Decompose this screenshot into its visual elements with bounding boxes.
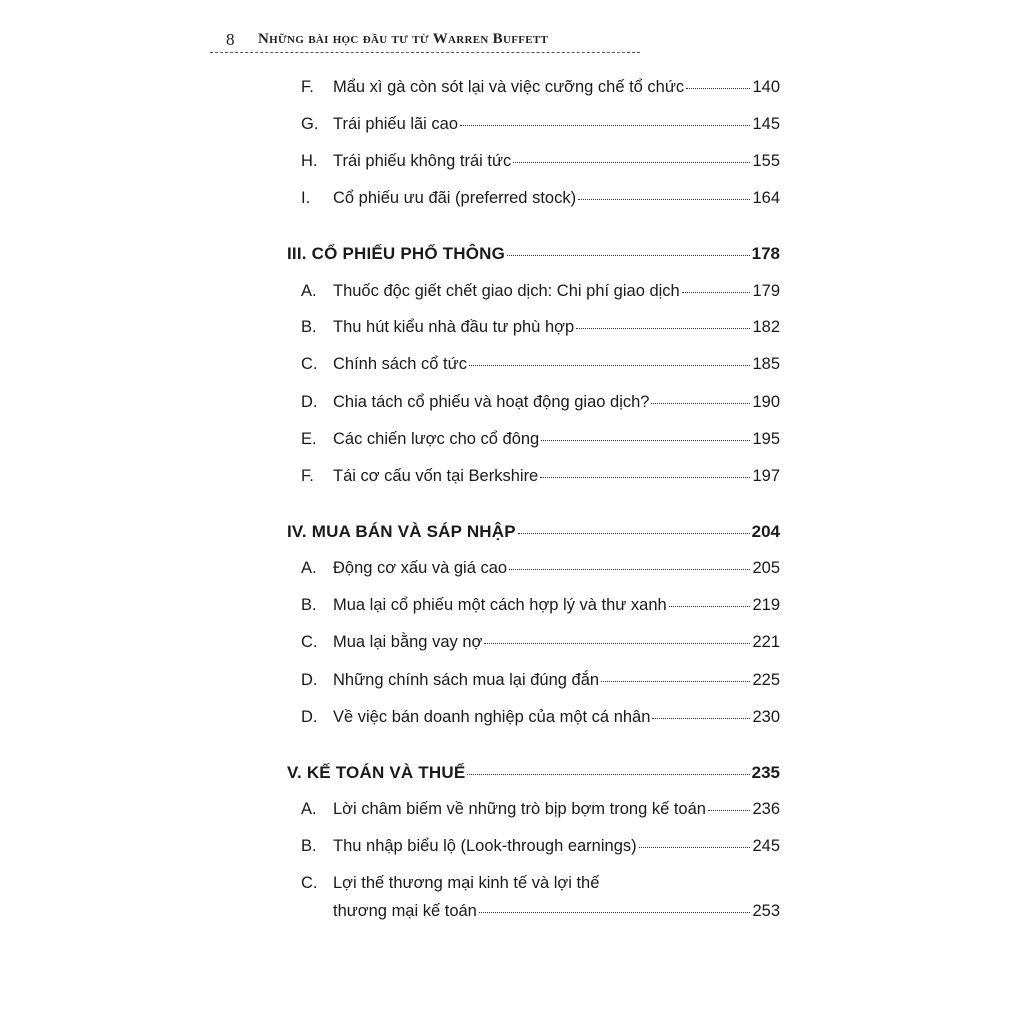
toc-entry bbox=[287, 559, 780, 587]
toc-entry-title: Lợi thế thương mại kinh tế và lợi thế bbox=[333, 874, 600, 892]
toc-entry-letter: B. bbox=[301, 837, 317, 855]
toc-entry-title: Mua lại bằng vay nợ bbox=[333, 633, 483, 651]
toc-entry-letter: C. bbox=[301, 633, 318, 651]
toc-entry-page: 197 bbox=[752, 467, 780, 485]
toc-section-heading bbox=[287, 522, 780, 550]
toc-leader-dots bbox=[639, 846, 751, 848]
toc-entry-title: Trái phiếu lãi cao bbox=[333, 115, 459, 133]
toc-entry-letter: B. bbox=[301, 318, 317, 336]
toc-entry-letter: A. bbox=[301, 559, 317, 577]
toc-entry-letter: H. bbox=[301, 152, 318, 170]
toc-entry-page: 230 bbox=[752, 708, 780, 726]
toc-leader-dots bbox=[513, 161, 750, 163]
toc-entry-page: 253 bbox=[752, 902, 780, 920]
toc-entry-letter: D. bbox=[301, 708, 318, 726]
toc-leader-dots bbox=[669, 605, 751, 607]
toc-entry bbox=[287, 355, 780, 383]
toc-leader-dots bbox=[686, 87, 750, 89]
toc-leader-dots bbox=[708, 809, 751, 811]
toc-leader-dots bbox=[518, 532, 750, 534]
toc-entry-title: Động cơ xấu và giá cao bbox=[333, 559, 508, 577]
toc-leader-dots bbox=[509, 568, 750, 570]
toc-leader-dots bbox=[578, 198, 750, 200]
toc-entry-page: 190 bbox=[752, 393, 780, 411]
toc-section-heading bbox=[287, 244, 780, 272]
toc-entry-page: 235 bbox=[751, 763, 780, 782]
toc-leader-dots bbox=[541, 439, 750, 441]
toc-entry-title: Chia tách cổ phiếu và hoạt động giao dịch? bbox=[333, 393, 650, 411]
toc-leader-dots bbox=[682, 291, 751, 293]
toc-entry-title: Các chiến lược cho cổ đông bbox=[333, 430, 540, 448]
toc-leader-dots bbox=[540, 476, 750, 478]
toc-entry-page: 245 bbox=[752, 837, 780, 855]
toc-entry-title: Tái cơ cấu vốn tại Berkshire bbox=[333, 467, 539, 485]
toc-section-title: IV. MUA BÁN VÀ SÁP NHẬP bbox=[287, 522, 516, 541]
toc-entry-page: 179 bbox=[752, 282, 780, 300]
toc-entry bbox=[287, 430, 780, 458]
toc-entry-title: thương mại kế toán bbox=[333, 902, 477, 920]
toc-entry-page: 182 bbox=[752, 318, 780, 336]
toc-entry-page: 178 bbox=[751, 244, 780, 263]
toc-leader-dots bbox=[601, 680, 750, 682]
toc-entry bbox=[287, 800, 780, 828]
toc-entry bbox=[287, 393, 780, 421]
toc-entry-continuation bbox=[333, 902, 780, 930]
book-title: Những bài học đầu tư từ Warren Buffett bbox=[258, 31, 549, 47]
toc-entry-letter: E. bbox=[301, 430, 317, 448]
toc-entry-title: Những chính sách mua lại đúng đắn bbox=[333, 671, 600, 689]
toc-entry-page: 145 bbox=[752, 115, 780, 133]
toc-entry bbox=[287, 708, 780, 736]
toc-entry-page: 221 bbox=[752, 633, 780, 651]
toc-entry-letter: D. bbox=[301, 671, 318, 689]
toc-entry-title: Thu nhập biểu lộ (Look-through earnings) bbox=[333, 837, 637, 855]
toc-entry-letter: I. bbox=[301, 189, 311, 207]
page-number: 8 bbox=[226, 30, 235, 49]
toc-entry bbox=[287, 837, 780, 865]
toc-entry bbox=[287, 874, 780, 902]
toc-entry-title: Mua lại cổ phiếu một cách hợp lý và thư xanh bbox=[333, 596, 667, 614]
toc-entry-letter: A. bbox=[301, 800, 317, 818]
toc-entry-title: Lời châm biếm về những trò bịp bợm trong kế toán bbox=[333, 800, 706, 818]
toc-entry-page: 204 bbox=[751, 522, 780, 541]
toc-entry bbox=[287, 189, 780, 217]
toc-leader-dots bbox=[651, 402, 750, 404]
toc-leader-dots bbox=[467, 773, 749, 775]
toc-entry-title: Cổ phiếu ưu đãi (preferred stock) bbox=[333, 189, 577, 207]
toc-entry bbox=[287, 671, 780, 699]
toc-entry bbox=[287, 282, 780, 310]
toc-entry-letter: C. bbox=[301, 355, 318, 373]
toc-leader-dots bbox=[576, 327, 750, 329]
toc-entry-page: 155 bbox=[752, 152, 780, 170]
toc-entry bbox=[287, 467, 780, 495]
toc-section-heading bbox=[287, 763, 780, 791]
toc-entry-title: Trái phiếu không trái tức bbox=[333, 152, 512, 170]
toc-entry bbox=[287, 78, 780, 106]
toc-leader-dots bbox=[652, 717, 750, 719]
toc-leader-dots bbox=[479, 911, 751, 913]
toc-entry-title: Mẩu xì gà còn sót lại và việc cưỡng chế tổ chức bbox=[333, 78, 685, 96]
toc-entry bbox=[287, 596, 780, 624]
toc-entry-title: Thuốc độc giết chết giao dịch: Chi phí giao dịch bbox=[333, 282, 680, 300]
toc-entry-page: 185 bbox=[752, 355, 780, 373]
toc-entry bbox=[287, 318, 780, 346]
toc-entry-letter: C. bbox=[301, 874, 318, 892]
toc-entry bbox=[287, 115, 780, 143]
toc-entry-title: Về việc bán doanh nghiệp của một cá nhân bbox=[333, 708, 651, 726]
toc-entry-letter: F. bbox=[301, 78, 314, 96]
toc-entry bbox=[287, 633, 780, 661]
toc-entry-letter: F. bbox=[301, 467, 314, 485]
toc-entry-letter: D. bbox=[301, 393, 318, 411]
toc-leader-dots bbox=[507, 254, 750, 256]
toc-leader-dots bbox=[460, 124, 750, 126]
toc-entry-letter: B. bbox=[301, 596, 317, 614]
toc-section-title: III. CỔ PHIẾU PHỔ THÔNG bbox=[287, 244, 506, 263]
toc-leader-dots bbox=[469, 364, 751, 366]
toc-entry-page: 219 bbox=[752, 596, 780, 614]
toc-entry-page: 140 bbox=[752, 78, 780, 96]
toc-entry-letter: A. bbox=[301, 282, 317, 300]
toc-entry-page: 236 bbox=[752, 800, 780, 818]
toc-leader-dots bbox=[484, 642, 750, 644]
toc-entry-title: Thu hút kiểu nhà đầu tư phù hợp bbox=[333, 318, 575, 336]
toc-entry-letter: G. bbox=[301, 115, 319, 133]
toc-section-title: V. KẾ TOÁN VÀ THUẾ bbox=[287, 763, 466, 782]
toc-entry-page: 164 bbox=[752, 189, 780, 207]
toc-entry-title: Chính sách cổ tức bbox=[333, 355, 467, 373]
toc-entry-page: 225 bbox=[752, 671, 780, 689]
toc-entry-page: 205 bbox=[752, 559, 780, 577]
toc-entry-page: 195 bbox=[752, 430, 780, 448]
toc-entry bbox=[287, 152, 780, 180]
